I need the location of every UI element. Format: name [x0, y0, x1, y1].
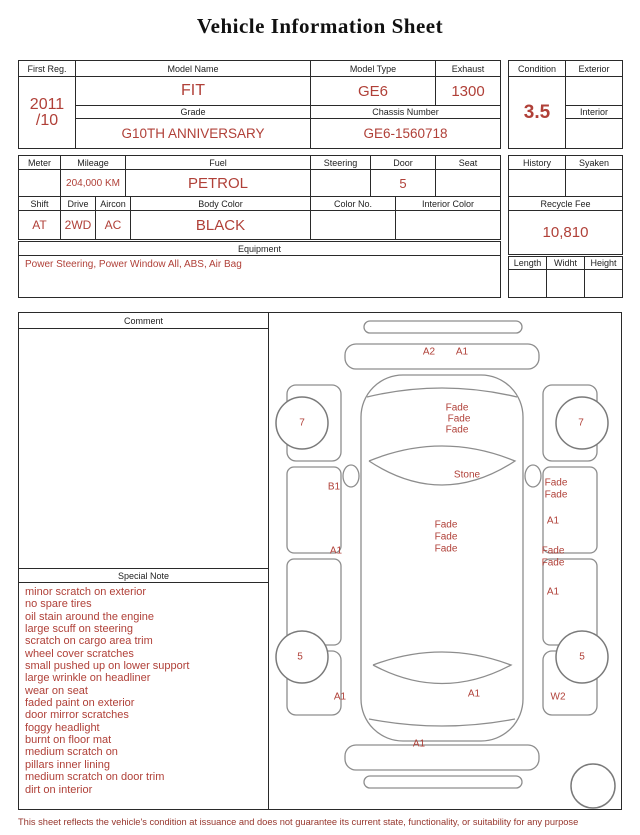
grade-value: G10TH ANNIVERSARY	[76, 119, 311, 149]
width-value-cell	[547, 270, 585, 298]
diagram-annotation: A2	[422, 346, 436, 358]
exterior-grade-cell	[566, 77, 623, 106]
special-note-line: small pushed up on lower support	[25, 660, 190, 673]
steering-value	[311, 170, 371, 197]
length-label: Length	[509, 257, 547, 270]
chassis-number-label: Chassis Number	[311, 106, 501, 119]
aircon-label: Aircon	[96, 197, 131, 211]
special-note-list	[25, 586, 266, 796]
right-mirror	[525, 465, 541, 487]
special-note-line: scratch on cargo area trim	[25, 635, 153, 648]
vehicle-id-table	[18, 60, 501, 149]
drive-label: Drive	[61, 197, 96, 211]
diagram-annotation: 5	[297, 651, 303, 663]
interior-color-label: Interior Color	[396, 197, 501, 211]
equipment-table	[18, 241, 501, 298]
special-note-line: wear on seat	[25, 684, 88, 697]
color-no-value	[311, 211, 396, 240]
special-note-line: no spare tires	[25, 598, 92, 611]
special-note-line: foggy headlight	[25, 721, 100, 734]
spec-table-row2	[18, 196, 501, 240]
recycle-fee-table	[508, 196, 623, 255]
shift-label: Shift	[19, 197, 61, 211]
dimensions-table	[508, 256, 623, 298]
disclaimer-text: This sheet reflects the vehicle's condition at issuance and does not guarantee its current state, functionality, or suitability for any purpose	[18, 817, 579, 827]
diagram-annotation: B1	[327, 481, 341, 493]
special-note-line: burnt on floor mat	[25, 734, 112, 747]
width-label: Widht	[547, 257, 585, 270]
diagram-annotation: Fade	[544, 489, 568, 501]
seat-value	[436, 170, 501, 197]
fuel-label: Fuel	[126, 156, 311, 170]
special-note-line: oil stain around the engine	[25, 610, 155, 623]
spec-table-row1	[18, 155, 501, 197]
front-grille	[364, 321, 522, 333]
model-name-value: FIT	[76, 77, 311, 106]
interior-grade-cell	[566, 119, 623, 149]
diagram-annotation: Fade	[541, 545, 565, 557]
body-color-label: Body Color	[131, 197, 311, 211]
mileage-value: 204,000 KM	[61, 170, 126, 197]
syaken-value-cell	[566, 170, 623, 197]
diagram-annotation: Fade	[434, 531, 458, 543]
rear-bumper	[345, 745, 539, 770]
height-label: Height	[585, 257, 623, 270]
diagram-annotation: Fade	[541, 557, 565, 569]
interior-label: Interior	[566, 106, 623, 119]
meter-label: Meter	[19, 156, 61, 170]
exterior-label: Exterior	[566, 61, 623, 77]
special-note-line: large wrinkle on headliner	[25, 672, 151, 685]
special-note-line: faded paint on exterior	[25, 697, 135, 710]
shift-value: AT	[19, 211, 61, 240]
condition-score: 3.5	[509, 77, 566, 149]
first-reg-year: 2011	[29, 95, 65, 113]
diagram-annotation: A1	[333, 691, 347, 703]
body-color-value: BLACK	[131, 211, 311, 240]
diagram-annotation: Fade	[434, 543, 458, 555]
equipment-value: Power Steering, Power Window All, ABS, Air Bag	[19, 256, 501, 298]
hood-line	[367, 388, 517, 397]
page-title: Vehicle Information Sheet	[196, 14, 444, 38]
chassis-number-value: GE6-1560718	[311, 119, 501, 149]
special-note-line: medium scratch on door trim	[25, 771, 165, 784]
recycle-fee-label: Recycle Fee	[509, 197, 623, 211]
condition-table	[508, 60, 623, 149]
front-bumper	[345, 344, 539, 369]
diagram-annotation: A1	[455, 346, 469, 358]
trunk-line	[369, 719, 515, 726]
door-label: Door	[371, 156, 436, 170]
diagram-annotation: A1	[546, 586, 560, 598]
special-note-line: large scuff on steering	[25, 623, 134, 636]
special-note-line: wheel cover scratches	[25, 647, 134, 660]
comment-column	[19, 313, 269, 809]
syaken-label: Syaken	[566, 156, 623, 170]
diagram-annotation: 7	[578, 417, 584, 429]
history-value-cell	[509, 170, 566, 197]
color-no-label: Color No.	[311, 197, 396, 211]
aircon-value: AC	[96, 211, 131, 240]
model-type-label: Model Type	[311, 61, 436, 77]
length-value-cell	[509, 270, 547, 298]
equipment-label: Equipment	[19, 242, 501, 256]
history-label: History	[509, 156, 566, 170]
diagram-annotation: A1	[546, 515, 560, 527]
door-value: 5	[371, 170, 436, 197]
first-reg-label: First Reg.	[19, 61, 76, 77]
diagram-annotation: Fade	[445, 424, 469, 436]
diagram-annotation: W2	[550, 691, 566, 703]
rear-trim	[364, 776, 522, 788]
car-damage-diagram	[269, 313, 621, 810]
wheels	[276, 397, 615, 808]
model-name-label: Model Name	[76, 61, 311, 77]
diagram-annotation: Stone	[453, 469, 481, 481]
special-note-line: dirt on interior	[25, 783, 93, 796]
steering-label: Steering	[311, 156, 371, 170]
fuel-value: PETROL	[126, 170, 311, 197]
exhaust-label: Exhaust	[436, 61, 501, 77]
diagram-annotation: Fade	[434, 519, 458, 531]
first-reg-month: /10	[35, 111, 59, 129]
height-value-cell	[585, 270, 623, 298]
drive-value: 2WD	[61, 211, 96, 240]
diagram-annotation: A1	[467, 688, 481, 700]
left-front-door	[287, 467, 341, 553]
diagram-annotation: Fade	[544, 477, 568, 489]
model-type-value: GE6	[311, 77, 436, 106]
windshield	[369, 446, 515, 485]
car-body	[361, 375, 523, 741]
diagram-annotation: 7	[299, 417, 305, 429]
diagram-annotation: Fade	[445, 402, 469, 414]
special-note-line: minor scratch on exterior	[25, 586, 147, 598]
special-note-line: medium scratch on	[25, 746, 118, 759]
spare-tire	[571, 764, 615, 808]
mileage-label: Mileage	[61, 156, 126, 170]
diagram-annotation: 5	[579, 651, 585, 663]
special-note-label: Special Note	[19, 568, 268, 583]
recycle-fee-value: 10,810	[509, 211, 623, 255]
history-table	[508, 155, 623, 197]
condition-detail-box	[18, 312, 622, 810]
left-mirror	[343, 465, 359, 487]
diagram-annotation: A1	[412, 738, 426, 750]
interior-color-value	[396, 211, 501, 240]
grade-label: Grade	[76, 106, 311, 119]
first-reg-value	[19, 77, 76, 149]
rear-window	[373, 652, 511, 684]
seat-label: Seat	[436, 156, 501, 170]
meter-value	[19, 170, 61, 197]
special-note-line: pillars inner lining	[25, 758, 110, 771]
condition-label: Condition	[509, 61, 566, 77]
exhaust-value: 1300	[436, 77, 501, 106]
special-note-line: door mirror scratches	[25, 709, 129, 722]
car-diagram-svg	[269, 313, 621, 810]
comment-label: Comment	[19, 313, 268, 329]
diagram-annotation: Fade	[447, 413, 471, 425]
diagram-annotation: A1	[329, 545, 343, 557]
